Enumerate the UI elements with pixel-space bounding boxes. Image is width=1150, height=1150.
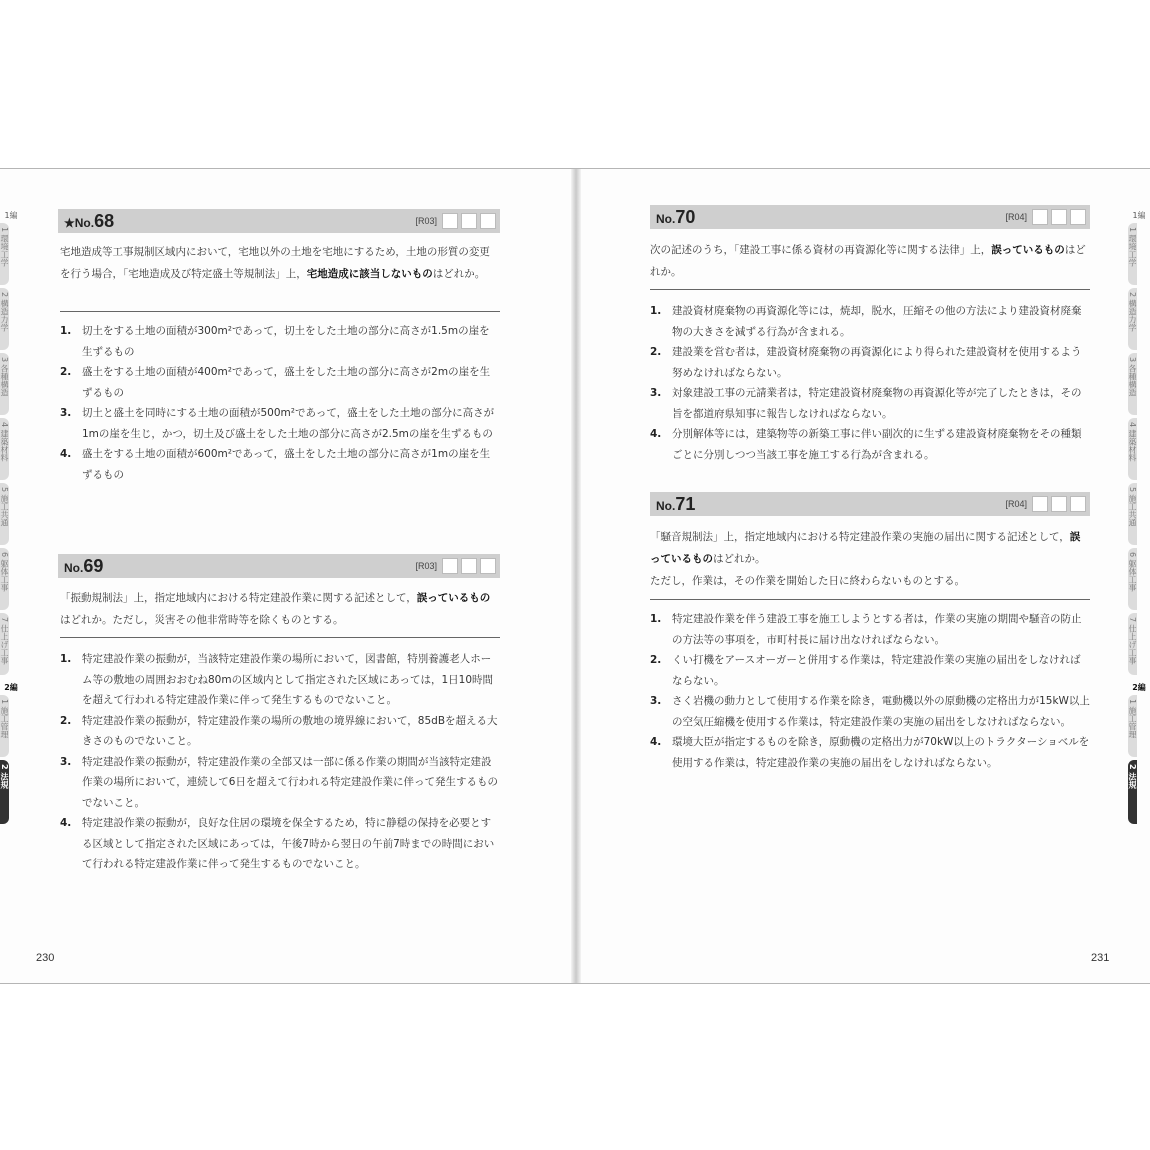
choice-number: 4. [650,736,662,748]
choice-item[interactable] [650,650,1090,691]
stem-text: 宅地造成等工事規制区域内において，宅地以外の土地を宅地にするため，土地の形質の変更を行う場合，「宅地造成及び特定盛土等規制法」上， [60,246,490,280]
choice-text: 分別解体等には，建築物等の新築工事に伴い副次的に生ずる建設資材廃棄物をその種類ごとに分別しつつ当該工事を施工する行為が含まれる。 [672,428,1082,461]
chapter-tab[interactable]: 1 施工管理 [1128,695,1137,757]
question-stem [60,241,500,285]
question-number [650,494,695,515]
checkbox[interactable] [1032,209,1048,225]
choice-number: 1. [650,305,662,317]
exam-year: [R04] [1005,212,1027,222]
question-stem [650,239,1090,283]
divider [60,637,500,638]
checkbox[interactable] [1051,496,1067,512]
choice-number: 2. [650,654,662,666]
question-number [650,207,695,228]
question-header [58,209,500,233]
part-label: 1編 [4,211,18,220]
stem-text: はどれか。 [650,244,1086,278]
divider [650,289,1090,290]
choice-number: 2. [650,346,662,358]
choice-list [60,649,500,875]
no-label: No. [656,211,676,226]
choice-item[interactable] [650,301,1090,342]
star-mark: ★ [64,215,75,230]
page-number: 230 [36,952,55,964]
choice-number: 2. [60,714,72,727]
question-stem [60,587,500,631]
checkbox[interactable] [480,213,496,229]
chapter-tab-active[interactable]: 2 法規 [0,760,9,824]
chapter-tab[interactable]: 7 仕上げ工事 [0,613,9,675]
choice-number: 4. [650,428,662,440]
choice-item[interactable] [650,732,1090,773]
divider [650,599,1090,600]
choice-text: 特定建設作業の振動が，特定建設作業の場所の敷地の境界線において，85dBを超える大きさのものでないこと。 [82,714,498,747]
book-spread [0,168,1150,984]
checkbox[interactable] [461,213,477,229]
checkboxes [1032,209,1086,225]
choice-item[interactable] [650,691,1090,732]
stem-emphasis: 誤っているもの [650,531,1081,565]
checkbox[interactable] [480,558,496,574]
exam-year: [R03] [415,561,437,571]
choice-text: 環境大臣が指定するものを除き，原動機の定格出力が70kW以上のトラクターショベルを使用する作業は，特定建設作業の実施の届出をしなければならない。 [672,736,1090,769]
choice-text: さく岩機の動力として使用する作業を除き，電動機以外の原動機の定格出力が15kW以上の空気圧縮機を使用する作業は，特定建設作業の実施の届出をしなければならない。 [672,695,1090,728]
chapter-tab-active[interactable]: 2 法規 [1128,760,1137,824]
stem-emphasis: 宅地造成に該当しないもの [306,268,433,280]
stem-text: はどれか。 [432,268,486,280]
choice-text: 特定建設作業の振動が，当該特定建設作業の場所において，図書館，特別養護老人ホーム等の敷地の周囲おおむね80mの区域内として指定された区域にあっては，1日10時間を超えて行われる特定建設作業に伴って発生するものでないこと。 [82,653,494,706]
choice-number: 3. [60,407,72,419]
choice-item[interactable] [650,424,1090,465]
part-label: 1編 [1132,211,1146,220]
right-page [581,169,1150,983]
stem-emphasis: 誤っているもの [416,592,491,604]
stem-text: 次の記述のうち，「建設工事に係る資材の再資源化等に関する法律」上， [650,244,992,256]
exam-year: [R03] [415,216,437,226]
divider [60,311,500,312]
choice-text: くい打機をアースオーガーと併用する作業は，特定建設作業の実施の届出をしなければならない。 [672,654,1081,687]
stem-text: はどれか。ただし，災害その他非常時等を除くものとする。 [60,614,344,626]
question-header [650,205,1090,229]
chapter-tab[interactable]: 1 環境工学 [0,223,9,285]
choice-item[interactable] [60,362,500,403]
checkbox[interactable] [1051,209,1067,225]
chapter-sidebar-left [0,209,22,827]
choice-item[interactable] [60,649,500,711]
checkbox[interactable] [1070,209,1086,225]
number-value: 70 [675,206,696,227]
stem-text: はどれか。 [713,553,766,565]
number-value: 71 [675,493,696,514]
choice-item[interactable] [650,342,1090,383]
page-number: 231 [1091,952,1110,964]
question-number [58,211,114,232]
choice-number: 4. [60,817,72,829]
chapter-tab[interactable]: 2 構造力学 [1128,288,1137,350]
choice-text: 盛土をする土地の面積が400m²であって，盛土をした土地の部分に高さが2mの崖を生ずるもの [82,366,491,399]
chapter-sidebar-right [1128,209,1150,827]
choice-list [650,609,1090,773]
chapter-tab[interactable]: 3 各種構造 [0,353,9,415]
chapter-tab[interactable]: 4 建築材料 [0,418,9,480]
choice-item[interactable] [60,813,500,875]
chapter-tab[interactable]: 7 仕上げ工事 [1128,613,1137,675]
choice-number: 1. [60,325,72,337]
choice-number: 1. [650,613,662,625]
chapter-tab[interactable]: 6 躯体工事 [1128,548,1137,610]
choice-text: 特定建設作業の振動が，良好な住居の環境を保全するため，特に静穏の保持を必要とする区域として指定された区域にあっては，午後7時から翌日の午前7時までの時間において行われる特定建設作業に伴って発生するものでないこと。 [82,817,495,870]
checkbox[interactable] [442,558,458,574]
stem-text: 「振動規制法」上，指定地域内における特定建設作業に関する記述として， [60,592,417,604]
choice-text: 盛土をする土地の面積が600m²であって，盛土をした土地の部分に高さが1mの崖を生ずるもの [82,448,491,481]
number-value: 68 [94,210,115,231]
choice-item[interactable] [60,321,500,362]
question-number [58,556,103,577]
choice-item[interactable] [60,444,500,485]
question-header [58,554,500,578]
chapter-tab[interactable]: 4 建築材料 [1128,418,1137,480]
choice-text: 建設業を営む者は，建設資材廃棄物の再資源化により得られた建設資材を使用するよう努めなければならない。 [672,346,1082,379]
question-stem [650,526,1090,592]
stem-text: 「騒音規制法」上，指定地域内における特定建設作業の実施の届出に関する記述として， [650,531,1070,543]
choice-list [650,301,1090,465]
checkboxes [1032,496,1086,512]
no-label: No. [64,560,84,575]
choice-number: 4. [60,448,72,460]
choice-number: 3. [650,695,662,707]
stem-note: ただし，作業は，その作業を開始した日に終わらないものとする。 [650,575,965,587]
choice-item[interactable] [650,609,1090,650]
exam-year: [R04] [1005,499,1027,509]
checkboxes [442,558,496,574]
checkbox[interactable] [1070,496,1086,512]
choice-number: 3. [650,387,662,399]
choice-number: 1. [60,653,72,665]
left-page [0,169,571,983]
choice-text: 切土をする土地の面積が300m²であって，切土をした土地の部分に高さが1.5mの崖を生ずるもの [82,325,490,358]
choice-item[interactable] [60,752,500,814]
choice-text: 切土と盛土を同時にする土地の面積が500m²であって，盛土をした土地の部分に高さが1mの崖を生じ，かつ，切土及び盛土をした土地の部分に高さが2.5mの崖を生ずるもの [82,407,495,440]
number-value: 69 [83,555,104,576]
checkbox[interactable] [442,213,458,229]
checkboxes [442,213,496,229]
book-spine [571,169,581,983]
question-header [650,492,1090,516]
choice-text: 建設資材廃棄物の再資源化等には，焼却，脱水，圧縮その他の方法により建設資材廃棄物の大きさを減ずる行為が含まれる。 [672,305,1082,338]
chapter-tab[interactable]: 1 環境工学 [1128,223,1137,285]
no-label: No. [74,215,95,230]
chapter-tab[interactable]: 1 施工管理 [0,695,9,757]
chapter-tab[interactable]: 5 施工共通 [1128,483,1137,545]
chapter-tab[interactable]: 5 施工共通 [0,483,9,545]
choice-list [60,321,500,485]
part-label: 2編 [1132,683,1146,692]
choice-item[interactable] [60,711,500,752]
chapter-tab[interactable]: 3 各種構造 [1128,353,1137,415]
checkbox[interactable] [1032,496,1048,512]
chapter-tab[interactable]: 2 構造力学 [0,288,9,350]
checkbox[interactable] [461,558,477,574]
choice-text: 特定建設作業の振動が，特定建設作業の全部又は一部に係る作業の期間が当該特定建設作業の場所において，連続して6日を超えて行われる特定建設作業に伴って発生するものでないこと。 [82,755,498,809]
choice-item[interactable] [650,383,1090,424]
choice-number: 2. [60,366,72,378]
choice-item[interactable] [60,403,500,444]
stem-emphasis: 誤っているもの [991,244,1065,256]
choice-text: 対象建設工事の元請業者は，特定建設資材廃棄物の再資源化等が完了したときは，その旨を都道府県知事に報告しなければならない。 [672,387,1082,420]
choice-number: 3. [60,755,72,768]
part-label: 2編 [4,683,18,692]
choice-text: 特定建設作業を伴う建設工事を施工しようとする者は，作業の実施の期間や騒音の防止の方法等の事項を，市町村長に届け出なければならない。 [672,613,1082,646]
no-label: No. [656,498,676,513]
chapter-tab[interactable]: 6 躯体工事 [0,548,9,610]
